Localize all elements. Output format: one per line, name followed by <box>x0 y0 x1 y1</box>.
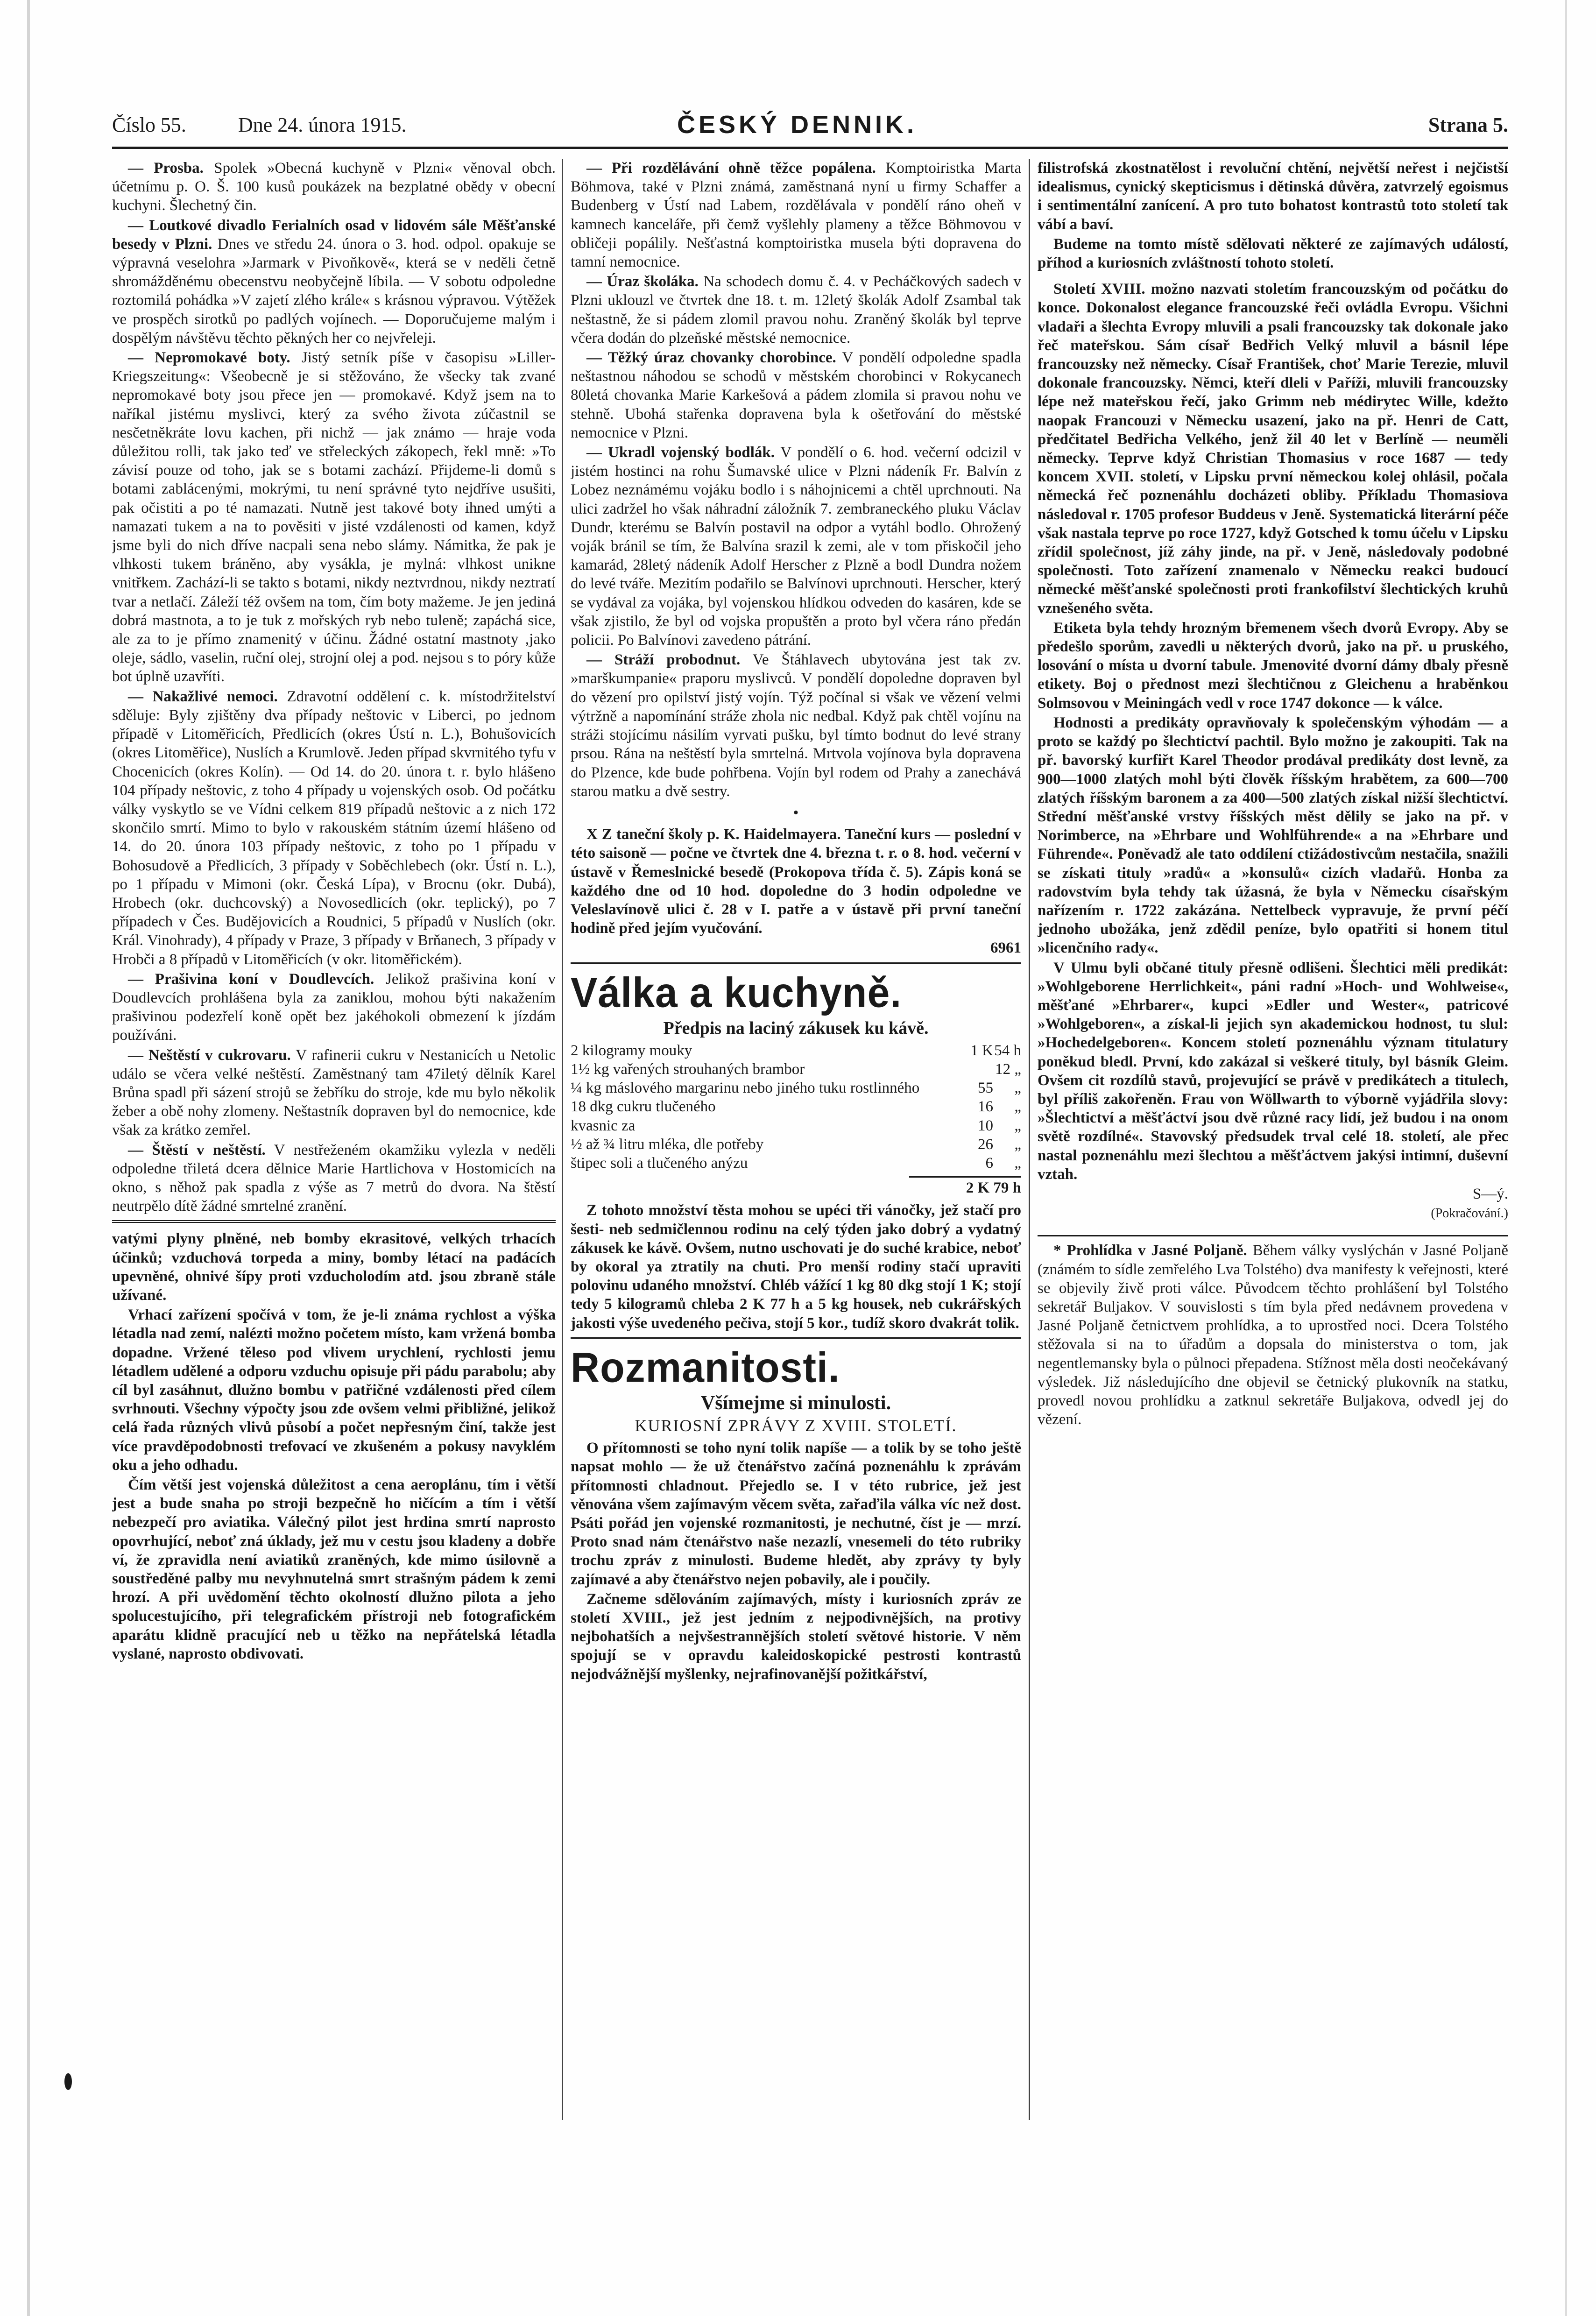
column-1 <box>112 159 556 2204</box>
continued-text-1: vatými plyny plněné, neb bomby ekrasitové, velkých trhacích účinků; vzduchová torpeda a miny, bomby létací na padácích upevněné, ohnivé šípy proti vzducholodím atd. jsou zbraně stále užívané. <box>112 1230 556 1304</box>
recipe-subtitle: Předpis na laciný zákusek ku kávě. <box>663 1018 929 1038</box>
recipe-item-price <box>937 1060 993 1079</box>
recipe-item-price: 10 <box>978 1117 993 1134</box>
recipe-item-price: 6 <box>985 1154 993 1172</box>
recipe-item-unit: „ <box>1014 1136 1021 1153</box>
header-rule <box>112 147 1508 149</box>
section-divider <box>571 1337 1021 1339</box>
recipe-text: Z tohoto množství těsta mohou se upéci tři vánočky, jež stačí pro šesti- neb sedmičlennou rodinu na celý týden jako dobrý a vydatný zákusek ke kávě. Ovšem, nutno uschovati je do suché krabice, neboť by okoral ya ztratily na chuti. Pro menší rodiny stačí upraviti polovinu udaného množství. Chléb vážící 1 kg 80 dkg stojí 1 K; stojí tedy 5 kilogramů chleba 2 K 77 h a 5 kg housek, neb cukrářských jakosti výše uvedeného pečiva, stojí 5 kor., tudíž skoro dvakrát tolik. <box>571 1202 1021 1332</box>
continued-text-2: Vrhací zařízení spočívá v tom, že je-li známa rychlost a výška létadla nad zemí, nalézti možno početem místo, kam vržená bomba dopadne. Vržené těleso pod vlivem urychlení, rychlosti jemu létadlem udělené a odporu vzduchu opisuje při pádu parabolu; aby cíl byl zasáhnut, dlužno bombu v patřičné vzdálenosti před cílem svrhnouti. Všechny výpočty jsou zde ovšem velmi přibližné, jelikož celá řada různých vlivů působí a počet nepřesným činí, takže jest více pravděpodobnosti trefovací ve zkušeném a pokusy navyklém oku a jeho odhadu. <box>112 1306 556 1474</box>
misc-paragraph-1: O přítomnosti se toho nyní tolik napíše — a tolik by se toho ještě napsat mohlo — že už čtenářstvo začíná poznenáhlu k zprávám přítomnosti chladnout. Přejedlo se. I v této rubrice, jež jest věnována všem zajímavým věcem světa, zařaďila válka víc než dost. Psáti pořád jen vojenské rozmanitosti, je nechutné, číst je — mrzí. Proto snad nám čtenářstvo naše nezazlí, vnesemeli do této rubriky trochu zpráv z minulosti. Budeme hledět, aby zprávy ty byly zajímavé a aby čtenářstvo nejen pobavily, ale i poučily. <box>571 1440 1021 1588</box>
recipe-item-unit: „ <box>1014 1080 1021 1097</box>
recipe-item-name: ½ až ¾ litru mléka, dle potřeby <box>571 1136 764 1153</box>
recipe-item-price: 16 <box>978 1098 993 1116</box>
article-ukradl-bodlak: — Ukradl vojenský bodlák. V pondělí o 6. hod. večerní odcizil v jistém hostinci na rohu Šumavské ulice v Plzni nádeník Fr. Balvín z Lobez neznámému vojáku bodlo i s náhojnicemi a chtěl uprchnouti. Na ulici zadržel ho však náhradní záložník 7. zembraneckého pluku Václav Dundr, kterému se Balvín postavil na odpor a vytáhl bodlo. Ohrožený voják bránil se tím, že Balvína srazil k zemi, ale v tom přiskočil jeho kamarád, 28letý nádeník Adolf Herscher z Plzně a bodl Dundra nožem do levé tváře. Mezitím podařilo se Balvínovi uprchnouti. Herscher, který se vydával za vojáka, byl vojenskou hlídkou odveden do kasáren, kde se však zjistilo, že byl od vojska propuštěn a proto byl včera ráno předán policii. Po Balvínovi zavedeno pátrání. <box>571 444 1021 649</box>
recipe-item <box>571 1116 1021 1135</box>
column-rule-2 <box>1029 159 1030 2120</box>
section-divider <box>1038 1235 1508 1236</box>
misc-paragraph-8: V Ulmu byli občané tituly přesně odlišeni. Šlechtici měli predikát: »Wohlgeborene Herrlichkeit«, páni radní »Hoch- und Wohlweise«, měšťané »Ehrbarer«, kupci »Edler und Wester«, patricové »Wohlgeboren«, a získal-li jejich syn akademickou hodnost, tu slul: »Hochedelgeboren«. Koncem století poznenáhlu význam titulatury poněkud bledl. První, kdo zakázal si veškeré tituly, byl básník Gleim. Ovšem cit rozdílů stavů, projevující se právě v predikátech a titulech, byl příliš zakořeněn. Frau von Wöllwarth to výborně vyjádřila slovy: »Šlechtictví a měšťáctví jsou dvě různé racy lidí, jež budou i na onom světě rozdílné«. Stavovský předsudek trval celé 18. století, ale přec nastal poznenáhlu mezi šlechtou a měšťáctvem jakýsi intimní, duševní vztah. <box>1038 959 1508 1183</box>
column-rule-1 <box>562 159 563 2120</box>
recipe-item-price: 1 K <box>970 1042 993 1059</box>
recipe-item-name: 2 kilogramy mouky <box>571 1042 692 1059</box>
ornament-dot: • <box>793 804 799 821</box>
recipe-item-name: 18 dkg cukru tlučeného <box>571 1098 716 1116</box>
article-prasivina-koni: — Prašivina koní v Doudlevcích. Jelikož prašivina koní v Doudlevcích prohlášena byla za zaniklou, mohou býti nakažením prašivinou podezřelí koně opět bez jakéhokoli obmezení k jízdám používáni. <box>112 970 556 1044</box>
recipe-item-name: kvasnic za <box>571 1117 636 1134</box>
recipe-item <box>571 1060 1021 1079</box>
recipe-item-unit: „ <box>1014 1117 1021 1134</box>
heading-valka-a-kuchyne: Válka a kuchyně. <box>571 969 902 1016</box>
article-jasna-poljana: * Prohlídka v Jasné Poljaně. Během války vyslýchán v Jasné Poljaně (známém to sídle zemřelého Lva Tolstého) dva manifesty k veřejnosti, které se objevily živě proti válce. Původcem těchto prohlášení byl Tolstého sekretář Buljakov. V souvislosti s tím byla před nedávnem provedena v Jasné Poljaně četnictvem prohlídka, a to uprostřed noci. Dcera Tolstého stěžovala si na to úřadům a dopsala do ministerstva o tom, jak negentlemansky byla o půlnoci přepadena. Stížnost měla dosti neočekávaný výsledek. Již následujícího dne objevil se četnický plukovník na statku, provedl novou prohlídku a zatknul sekretáře Buljakova, odvedl jej do vězení. <box>1038 1242 1508 1428</box>
recipe-item-name: 1½ kg vařených strouhaných brambor <box>571 1060 805 1078</box>
article-stesti-v-nestesti: — Štěstí v neštěstí. V nestřeženém okamžiku vylezla v neděli odpoledne třiletá dcera dělnice Marie Hartlichova v Hostomicích na okno, s něhož pak spadla z výše as 7 metrů do dvora. Na štěstí neutrpělo dítě žádné smrtelné zranění. <box>112 1141 556 1215</box>
misc-subtitle: Všímejme si minulosti. <box>700 1392 891 1414</box>
misc-subtitle-2: KURIOSNÍ ZPRÁVY Z XVIII. STOLETÍ. <box>635 1416 957 1435</box>
recipe-item <box>571 1041 1021 1060</box>
article-nestesti-v-cukrovaru: — Neštěstí v cukrovaru. V rafinerii cukru v Nestanicích u Netolic událo se včera velké neštěstí. Zaměstnaný tam 47iletý dělník Karel Brůna spadl při sázení strojů se žebříku do stroje, kde mu bylo několik žeber a obě nohy zlomeny. Neštastník dopraven byl do nemocnice, kde však za krátko zemřel. <box>112 1046 556 1139</box>
issue-number: Číslo 55. <box>112 113 186 136</box>
newspaper-title: ČESKÝ DENNIK. <box>677 111 918 139</box>
recipe-item-name: ¼ kg máslového margarinu nebo jiného tuku rostlinného <box>571 1080 920 1097</box>
recipe-item-unit: 54 h <box>994 1042 1021 1059</box>
ad-number: 6961 <box>990 939 1021 957</box>
column-2 <box>571 159 1021 2204</box>
misc-paragraph-5: Století XVIII. možno nazvati stoletím francouzským od počátku do konce. Dokonalost elegance francouzské řeči ovládla Evropu. Všichni vladaři a šlechta Evropy mluvili a psali francouzsky tak dokonale jako řeč mateřskou. Sám císař Bedřich Velký mluvil a básnil lépe francouzsky než německy. Císař František, choť Marie Terezie, mluvil dokonale francouzsky. Němci, kteří dleli v Paříži, mluvili francouzsky lépe než mateřskou řečí, jako Grimm neb médirytec Wille, kdežto naopak Francouzi v Německu usazení, jako na př. Henri de Catt, předčitatel Bedřicha Velkého, jenž žil 40 let v Berlíně — neuměli německy. Teprve když Christian Thomasius v roce 1687 — tedy koncem XVII. století, v Lipsku první německou kolej ohlásil, počala německá řeč poznenáhlu docházeti obliby. Příkladu Thomasiova následoval r. 1705 profesor Buddeus v Jeně. Systematická literární péče však nastala teprve po roce 1727, když Gotsched k tomu účelu v Lipsku zřídil společnost, jíž záhy jinde, na př. v Jeně, následovaly podobné společnosti. Toto zařízení znamenalo v Německu reakci budoucí německé měšťanské společnosti proti frankofilství šlechtických kruhů vznešeného světa. <box>1038 281 1508 617</box>
recipe-item <box>571 1097 1021 1116</box>
misc-paragraph-7: Hodnosti a predikáty opravňovaly k společenským výhodám — a proto se každý po šlechtictví pachtil. Bylo možno je zakoupiti. Tak na př. bavorský kurfiřt Karel Theodor prodával predikáty dost levně, za 900—1000 zlatých mohl býti člověk říšským hrabětem, za 600—700 zlatých říšským baronem a za 400—500 zlatých získal nižší šlechtictví. Střední měšťanské vrstvy říšských měst dělily se jako na př. v Norimberce, na »Ehrbare und Wohlführende« a na »Ehrbare und Führende«. Poněvadž ale tato oddílení ctižádostivcům nestačila, snažili se získati tituly »radů« a »konsulů« cizích vladařů. Honba za radovstvím byla tehdy tak úžasná, že byla v Německu císařským nařízením r. 1722 zakázána. Nettelbeck vypravuje, že první péčí jednoho ubožáka, jenž zdědil peníze, bylo opatřiti si honem titul »licenčního rady«. <box>1038 714 1508 957</box>
misc-paragraph-2: Začneme sdělováním zajímavých, místy i kuriosních zpráv ze století XVIII., jež jest jedním z nejpodivnějších, na protivy nejbohatších a nejvšestrannějších století světové historie. V něm spojují se v opravdu kaleidoskopické pestrosti kontrastů nejodvážnější myšlenky, nejrafinovanější požitkářství, <box>571 1590 1021 1683</box>
recipe-item <box>571 1135 1021 1154</box>
recipe-item-unit: 12 „ <box>995 1060 1021 1078</box>
signature: S—ý. <box>1472 1185 1508 1202</box>
recipe-item-price: 26 <box>978 1136 993 1153</box>
recipe-item-unit: „ <box>1014 1154 1021 1172</box>
article-uraz-skolaka: — Úraz školáka. Na schodech domu č. 4. v Pecháčkových sadech v Plzni uklouzl ve čtvrtek dne 18. t. m. 12letý školák Adolf Zsambal tak neštastně, že si pádem zlomil pravou nohu. Zraněný školák byl teprve včera dodán do plzeňské městské nemocnice. <box>571 273 1021 346</box>
issue-date: Dne 24. února 1915. <box>238 113 407 136</box>
article-strazi-probodnut: — Stráží probodnut. Ve Štáhlavech ubytována jest tak zv. »marškumpanie« praporu myslivců. V pondělí dopoledne dopraven byl do vězení pro opilství jistý vojín. Týž počínal si však ve vězení velmi výtržně a napomínání stráže zhola nic nedbal. Když pak chtěl vojínu na stráži stojícímu násilím vyrvati pušku, byl tímto bodnut do levé strany prsou. Rána na neštěstí byla smrtelná. Mrtvola vojínova byla dopravena do Plzence, kde bude pohřbena. Vojín byl rodem od Prahy a zanechává starou matku a dvě sestry. <box>571 651 1021 800</box>
scan-edge-right <box>1565 0 1567 2316</box>
recipe-total: 2 K 79 h <box>909 1176 1021 1197</box>
article-loutkove-divadlo: — Loutkové divadlo Ferialních osad v lidovém sále Měšťanské besedy v Plzni. Dnes ve středu 24. února o 3. hod. odpol. opakuje se výpravná veselohra »Jarmark v Pivoňkově«, která se v neděli četně shromážděnému obecenstvu neobyčejně líbila. — V sobotu odpoledne roztomilá pohádka »V zajetí zlého krále« s krásnou výpravou. Výtěžek ve prospěch sirotků po padlých vojínech. — Doporučujeme malým i dospělým návštěvu těchto pěkných her co nejvřeleji. <box>112 217 556 346</box>
ad-tanecni-skola: X Z taneční školy p. K. Haidelmayera. Taneční kurs — poslední v této saisoně — počne ve čtvrtek dne 4. března t. r. o 8. hod. večerní v ústavě v Řemeslnické besedě (Prokopova třída č. 5). Zápis koná se každého dne od 10 hod. dopoledne do 3 hodin odpoledne ve Veleslavínově ulici č. 28 v I. patře a v ústavě při první taneční hodině před jejím vyučování. <box>571 826 1021 937</box>
recipe-item <box>571 1154 1021 1172</box>
recipe-item-name: štipec soli a tlučeného anýzu <box>571 1154 748 1172</box>
page-header <box>112 113 1508 146</box>
misc-paragraph-6: Etiketa byla tehdy hrozným břemenem všech dvorů Evropy. Aby se předešlo sporům, zavedli u některých dvorů, jako na př. u pruského, losování o místa u dvorní tabule. Jmenovité dvorní dámy dbaly přesně etikety. Boj o přednost mezi šlechtičnou z Gleichenu a hraběnkou Solmsovou v Meiningách vedl v roce 1747 dokonce — k válce. <box>1038 619 1508 712</box>
ink-blot <box>64 2073 72 2090</box>
recipe-item-unit: „ <box>1014 1098 1021 1116</box>
column-3 <box>1038 159 1508 2204</box>
page-number: Strana 5. <box>1428 113 1508 136</box>
article-uraz-chovanky: — Těžký úraz chovanky chorobince. V pondělí odpoledne spadla neštastnou náhodou se schodů v městském chorobinci v Rokycanech 80letá chovanka Marie Karkešová a pádem zlomila si pravou nohu ve stehně. Ubohá stařenka dopravena byla k ošetřování do městské nemocnice v Plzni. <box>571 349 1021 441</box>
section-divider <box>571 962 1021 964</box>
section-divider <box>112 1220 556 1223</box>
article-nepromokave-boty: — Nepromokavé boty. Jistý setník píše v časopisu »Liller-Kriegszeitung«: Všeobecně je si stěžováno, že všecky tak zvané nepromokavé boty jsou přece jen — promokavé. Když jsem na to naříkal jistému myslivci, který za svého života zúčastnil se nesčetněkráte lovu kachen, při nichž — jak známo — hraje voda důležitou rolli, tak jako teď ve střeleckých zákopech, řekl mně: »To závisí pouze od toho, jak se s botami zachází. Přijdeme-li domů s botami zablácenými, mokrými, tu není správné tyto nejdříve usušiti, pak očistiti a po té namazati. Nutně jest takové boty ihned umýti a namazati tukem a na to pověsiti v jisté vzdálenosti od kamen, když jsme byli do nich dříve nacpali sena nebo slámy. Námitka, že pak je vlhkosti tukem bráněno, aby vysákla, je mylná: vlhkost unikne vnitřkem. Zachází-li se takto s botami, nikdy neztvrdnou, nikdy neztratí tvar a netlačí. Záleží též ovšem na tom, čím boty mažeme. Je jen jediná dobrá mastnota, a to je tuk z mořských ryb nebo tuleně; zapáchá sice, ale za to je přímo znamenitý v účinu. Žádné ostatní mastnoty ,jako oleje, sádlo, vaselin, ruční olej, strojní olej a pod. nejsou s to póry kůže bot úplně uzavříti. <box>112 349 556 685</box>
recipe-list <box>571 1041 1021 1172</box>
misc-paragraph-3: filistrofská zkostnatělost i revoluční chtění, největší neřest i nejčistší idealismus, cynický skepticismus i dětinská důvěra, zatvrzelý egoismus i sentimentální zanícení. A pro tuto bohatost kontrastů toto století tak vábí a baví. <box>1038 160 1508 233</box>
recipe-item <box>571 1079 1021 1097</box>
scan-edge-left <box>27 0 30 2316</box>
article-nakazlive-nemoci: — Nakažlivé nemoci. Zdravotní oddělení c. k. místodržitelství sděluje: Byly zjištěny dva případy neštovic v Liberci, po jednom případě v Litoměřicích, Předlicích (okres Ústí n. L.), Bohušovicích (okres Litoměřice), Nuslích a Krumlově. Jeden případ skvrnitého tyfu v Chocenicích (okres Kolín). — Od 14. do 20. února t. r. bylo hlášeno 104 případy neštovic, z toho 4 případy u vojenských osob. Od počátku války vyskytlo se ve Vídni celkem 819 případů neštovic a z nich 172 skončilo smrtí. Mimo to bylo v rakouském státním území hlášeno od 14. do 20. února 103 případy neštovic, z toho po 1 případu v Bohosudově a Předlicích, 3 případy v Soběchlebech (okr. Ústí n. L.), po 1 případu v Mimoni (okr. Česká Lípa), v Brocnu (okr. Dubá), Hrobech (okr. duchcovský) a Novosedlicích (okr. teplický), po 7 případech v Čes. Budějovicích a Roudnici, 5 případů v Nuslích (okr. Král. Vinohrady), 4 případy v Praze, 3 případy v Brňanech, 3 případy v Hrobči a 8 případů v Litoměřicích (v okr. litoměřickém). <box>112 688 556 968</box>
recipe-item-price: 55 <box>978 1080 993 1097</box>
misc-paragraph-4: Budeme na tomto místě sdělovati některé ze zajímavých událostí, příhod a kuriosních zvláštností tohoto století. <box>1038 235 1508 272</box>
heading-rozmanitosti: Rozmanitosti. <box>571 1344 840 1391</box>
continued-text-3: Čím větší jest vojenská důležitost a cena aeroplánu, tím i větší jest a bude snaha po stroji bezpečně ho ničícím a tím i větší nebezpečí pro aviatika. Válečný pilot jest hrdina smrtí naprosto opovrhující, neboť zná úklady, jež mu v cestu jsou kladeny a dobře ví, že zpravidla není aviatiků zraněných, kde mimo úsilovně a soustředěné palby mu nevyhnutelná smrt strašným pádem k zemi hrozí. A při uvědomění těchto okolností dlužno pilota a jeho spolucestujícího, při telegrafickém přístroji neb fotografickém aparátu klidně pracující neb u těžko na nepřátelská létadla vyslané, naprosto obdivovati. <box>112 1476 556 1662</box>
article-popalena: — Při rozdělávání ohně těžce popálena. Komptoiristka Marta Böhmova, také v Plzni známá, zaměstnaná nyní u firmy Schaffer a Budenberg v Ústí nad Labem, rozdělávala v pondělí ráno oheň v kamnech kanceláře, při čemž vyšlehly plameny a těžce Böhmovou v obličeji popálily. Nešťastná komptoiristka musela býti dopravena do tamní nemocnice. <box>571 160 1021 271</box>
continuation-note: (Pokračování.) <box>1431 1206 1508 1221</box>
article-prosba: — Prosba. Spolek »Obecná kuchyně v Plzni« věnoval obch. účetnímu p. O. Š. 100 kusů poukázek na bezplatné obědy v obecní kuchyni. Šlechetný čin. <box>112 160 556 214</box>
